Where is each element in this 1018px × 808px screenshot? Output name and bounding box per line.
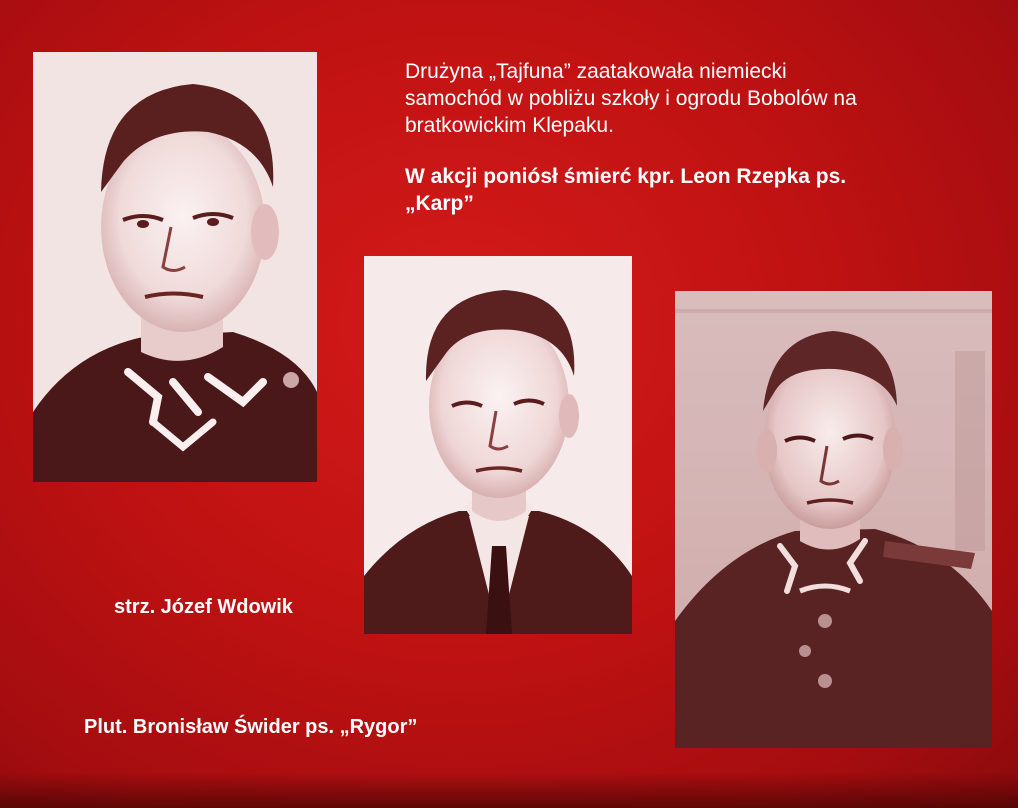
caption-bronislaw-swider: Plut. Bronisław Świder ps. „Rygor”	[84, 716, 418, 738]
intro-paragraph: Drużyna „Tajfuna” zaatakowała niemiecki samochód w pobliżu szkoły i ogrodu Bobolów na bratkowickim Klepaku.	[405, 60, 857, 137]
death-paragraph: W akcji poniósł śmierć kpr. Leon Rzepka ps. „Karp”	[405, 165, 847, 215]
portrait-photo-jozef-wdowik	[33, 52, 317, 482]
caption-jozef-wdowik: strz. Józef Wdowik	[114, 596, 293, 618]
portrait-photo-leon-rzepka	[675, 291, 992, 748]
description-text	[405, 58, 985, 217]
portrait-photo-bronislaw-swider	[364, 256, 632, 634]
